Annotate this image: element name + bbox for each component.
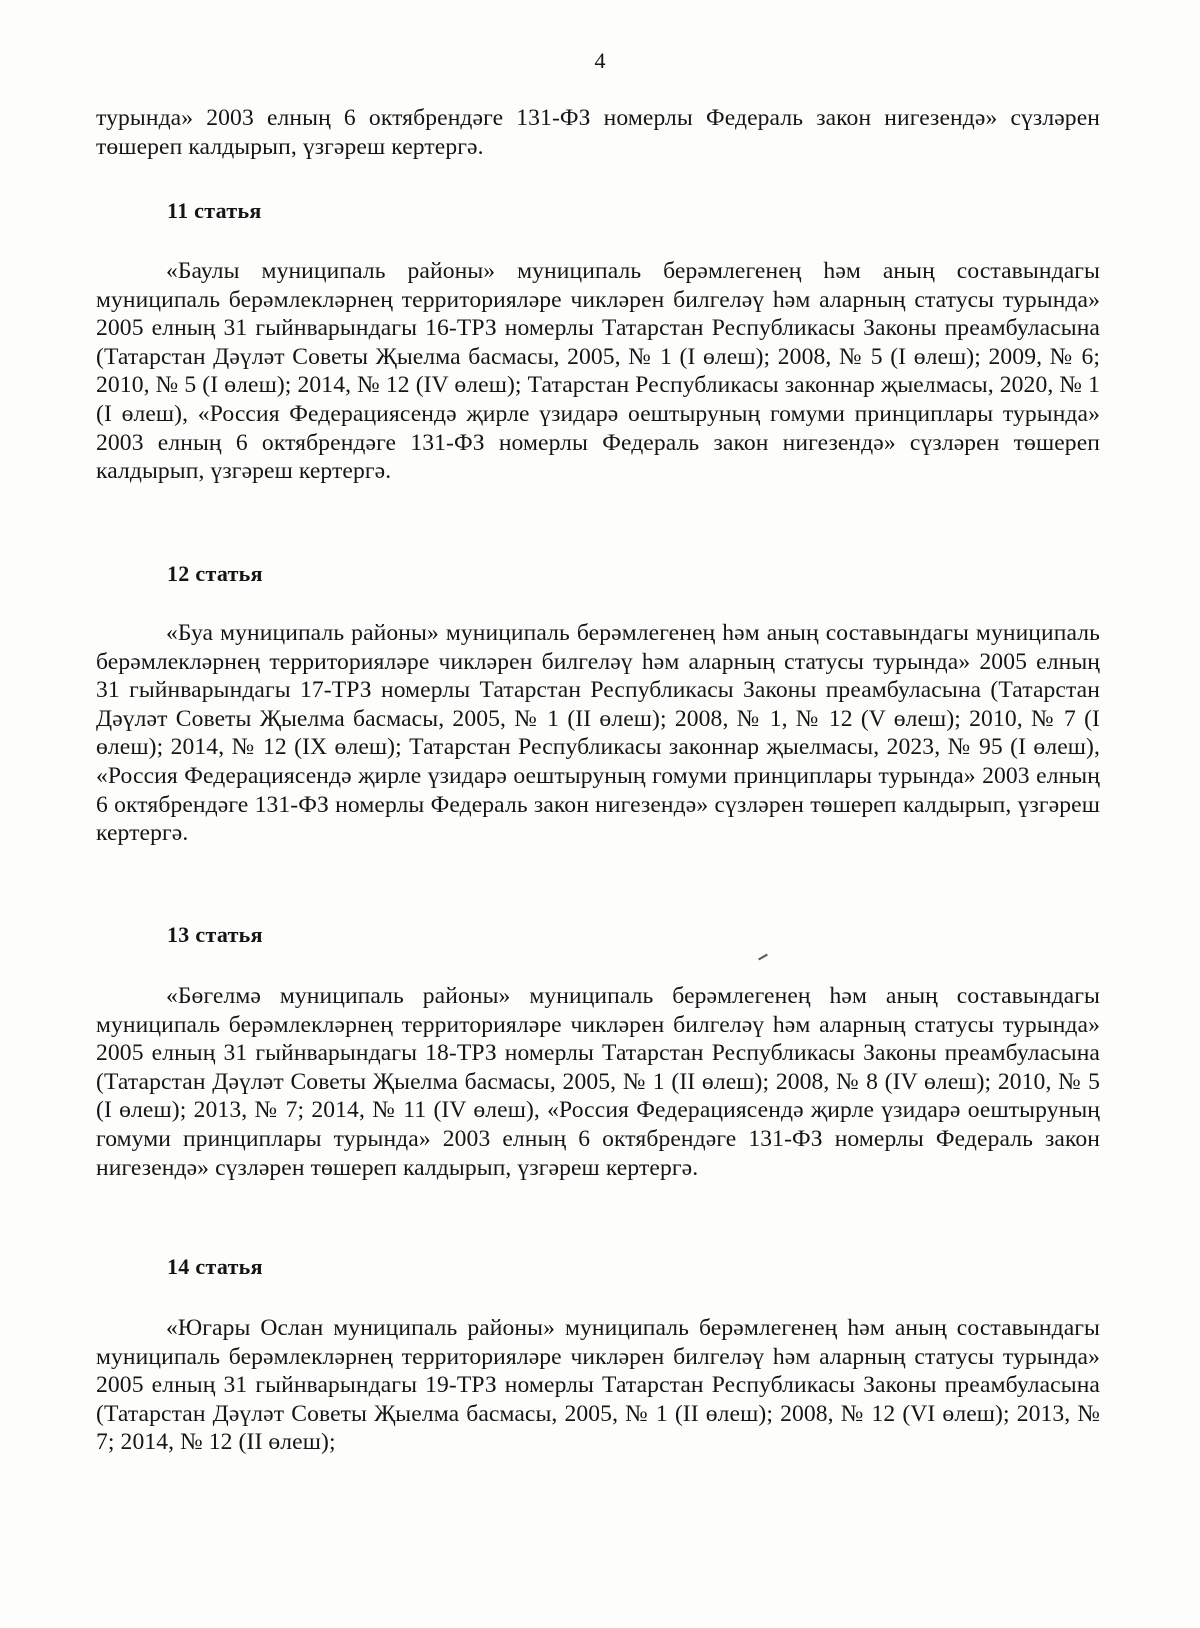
article-13-heading: 13 статья — [167, 922, 263, 947]
article-12-text: «Буа муниципаль районы» муниципаль берәмлегенең һәм аның составындагы муниципаль берәмлекләрнең территорияләре чикләрен билгеләү һәм аларның статусы турында» 2005 елның 31 гыйнварындагы 17-ТРЗ номерлы Татарстан Республикасы Законы преамбуласына (Татарстан Дәүләт Советы Җыелма басмасы, 2005, № 1 (II өлеш); 2008, № 1, № 12 (V өлеш); 2010, № 7 (I өлеш); 2014, № 12 (IX өлеш); Татарстан Республикасы законнар җыелмасы, 2023, № 95 (I өлеш), «Россия Федерациясендә җирле үзидарә оештыруның гомуми принциплары турында» 2003 елның 6 октябрендәге 131-ФЗ номерлы Федераль закон нигезендә» сүзләрен төшереп калдырып, үзгәреш кертергә. — [96, 620, 1100, 847]
article-11-text: «Баулы муниципаль районы» муниципаль берәмлегенең һәм аның составындагы муниципаль берәмлекләрнең территорияләре чикләрен билгеләү һәм аларның статусы турында» 2005 елның 31 гыйнварындагы 16-ТРЗ номерлы Татарстан Республикасы Законы преамбуласына (Татарстан Дәүләт Советы Җыелма басмасы, 2005, № 1 (I өлеш); 2008, № 5 (I өлеш); 2009, № 6; 2010, № 5 (I өлеш); 2014, № 12 (IV өлеш); Татарстан Республикасы законнар җыелмасы, 2020, № 1 (I өлеш), «Россия Федерациясендә җирле үзидарә оештыруның гомуми принциплары турында» 2003 елның 6 октябрендәге 131-ФЗ номерлы Федераль закон нигезендә» сүзләрен төшереп калдырып, үзгәреш кертергә. — [96, 258, 1100, 485]
scan-speck — [758, 954, 768, 961]
article-13-text: «Бөгелмә муниципаль районы» муниципаль берәмлегенең һәм аның составындагы муниципаль берәмлекләрнең территорияләре чикләрен билгеләү һәм аларның статусы турында» 2005 елның 31 гыйнварындагы 18-ТРЗ номерлы Татарстан Республикасы Законы преамбуласына (Татарстан Дәүләт Советы Җыелма басмасы, 2005, № 1 (II өлеш); 2008, № 8 (IV өлеш); 2010, № 5 (I өлеш); 2013, № 7; 2014, № 11 (IV өлеш), «Россия Федерациясендә җирле үзидарә оештыруның гомуми принциплары турында» 2003 елның 6 октябрендәге 131-ФЗ номерлы Федераль закон нигезендә» сүзләрен төшереп калдырып, үзгәреш кертергә. — [96, 983, 1100, 1181]
article-14-heading: 14 статья — [167, 1254, 263, 1279]
article-11-heading: 11 статья — [167, 198, 262, 223]
page-number: 4 — [594, 48, 606, 73]
intro-paragraph: турында» 2003 елның 6 октябрендәге 131-ФЗ номерлы Федераль закон нигезендә» сүзләрен төшереп калдырып, үзгәреш кертергә. — [96, 105, 1100, 160]
article-14-text: «Югары Ослан муниципаль районы» муниципаль берәмлегенең һәм аның составындагы муниципаль берәмлекләрнең территорияләре чикләрен билгеләү һәм аларның статусы турында» 2005 елның 31 гыйнварындагы 19-ТРЗ номерлы Татарстан Республикасы Законы преамбуласына (Татарстан Дәүләт Советы Җыелма басмасы, 2005, № 1 (II өлеш); 2008, № 12 (VI өлеш); 2013, № 7; 2014, № 12 (II өлеш); — [96, 1315, 1100, 1456]
article-12-heading: 12 статья — [167, 561, 263, 586]
